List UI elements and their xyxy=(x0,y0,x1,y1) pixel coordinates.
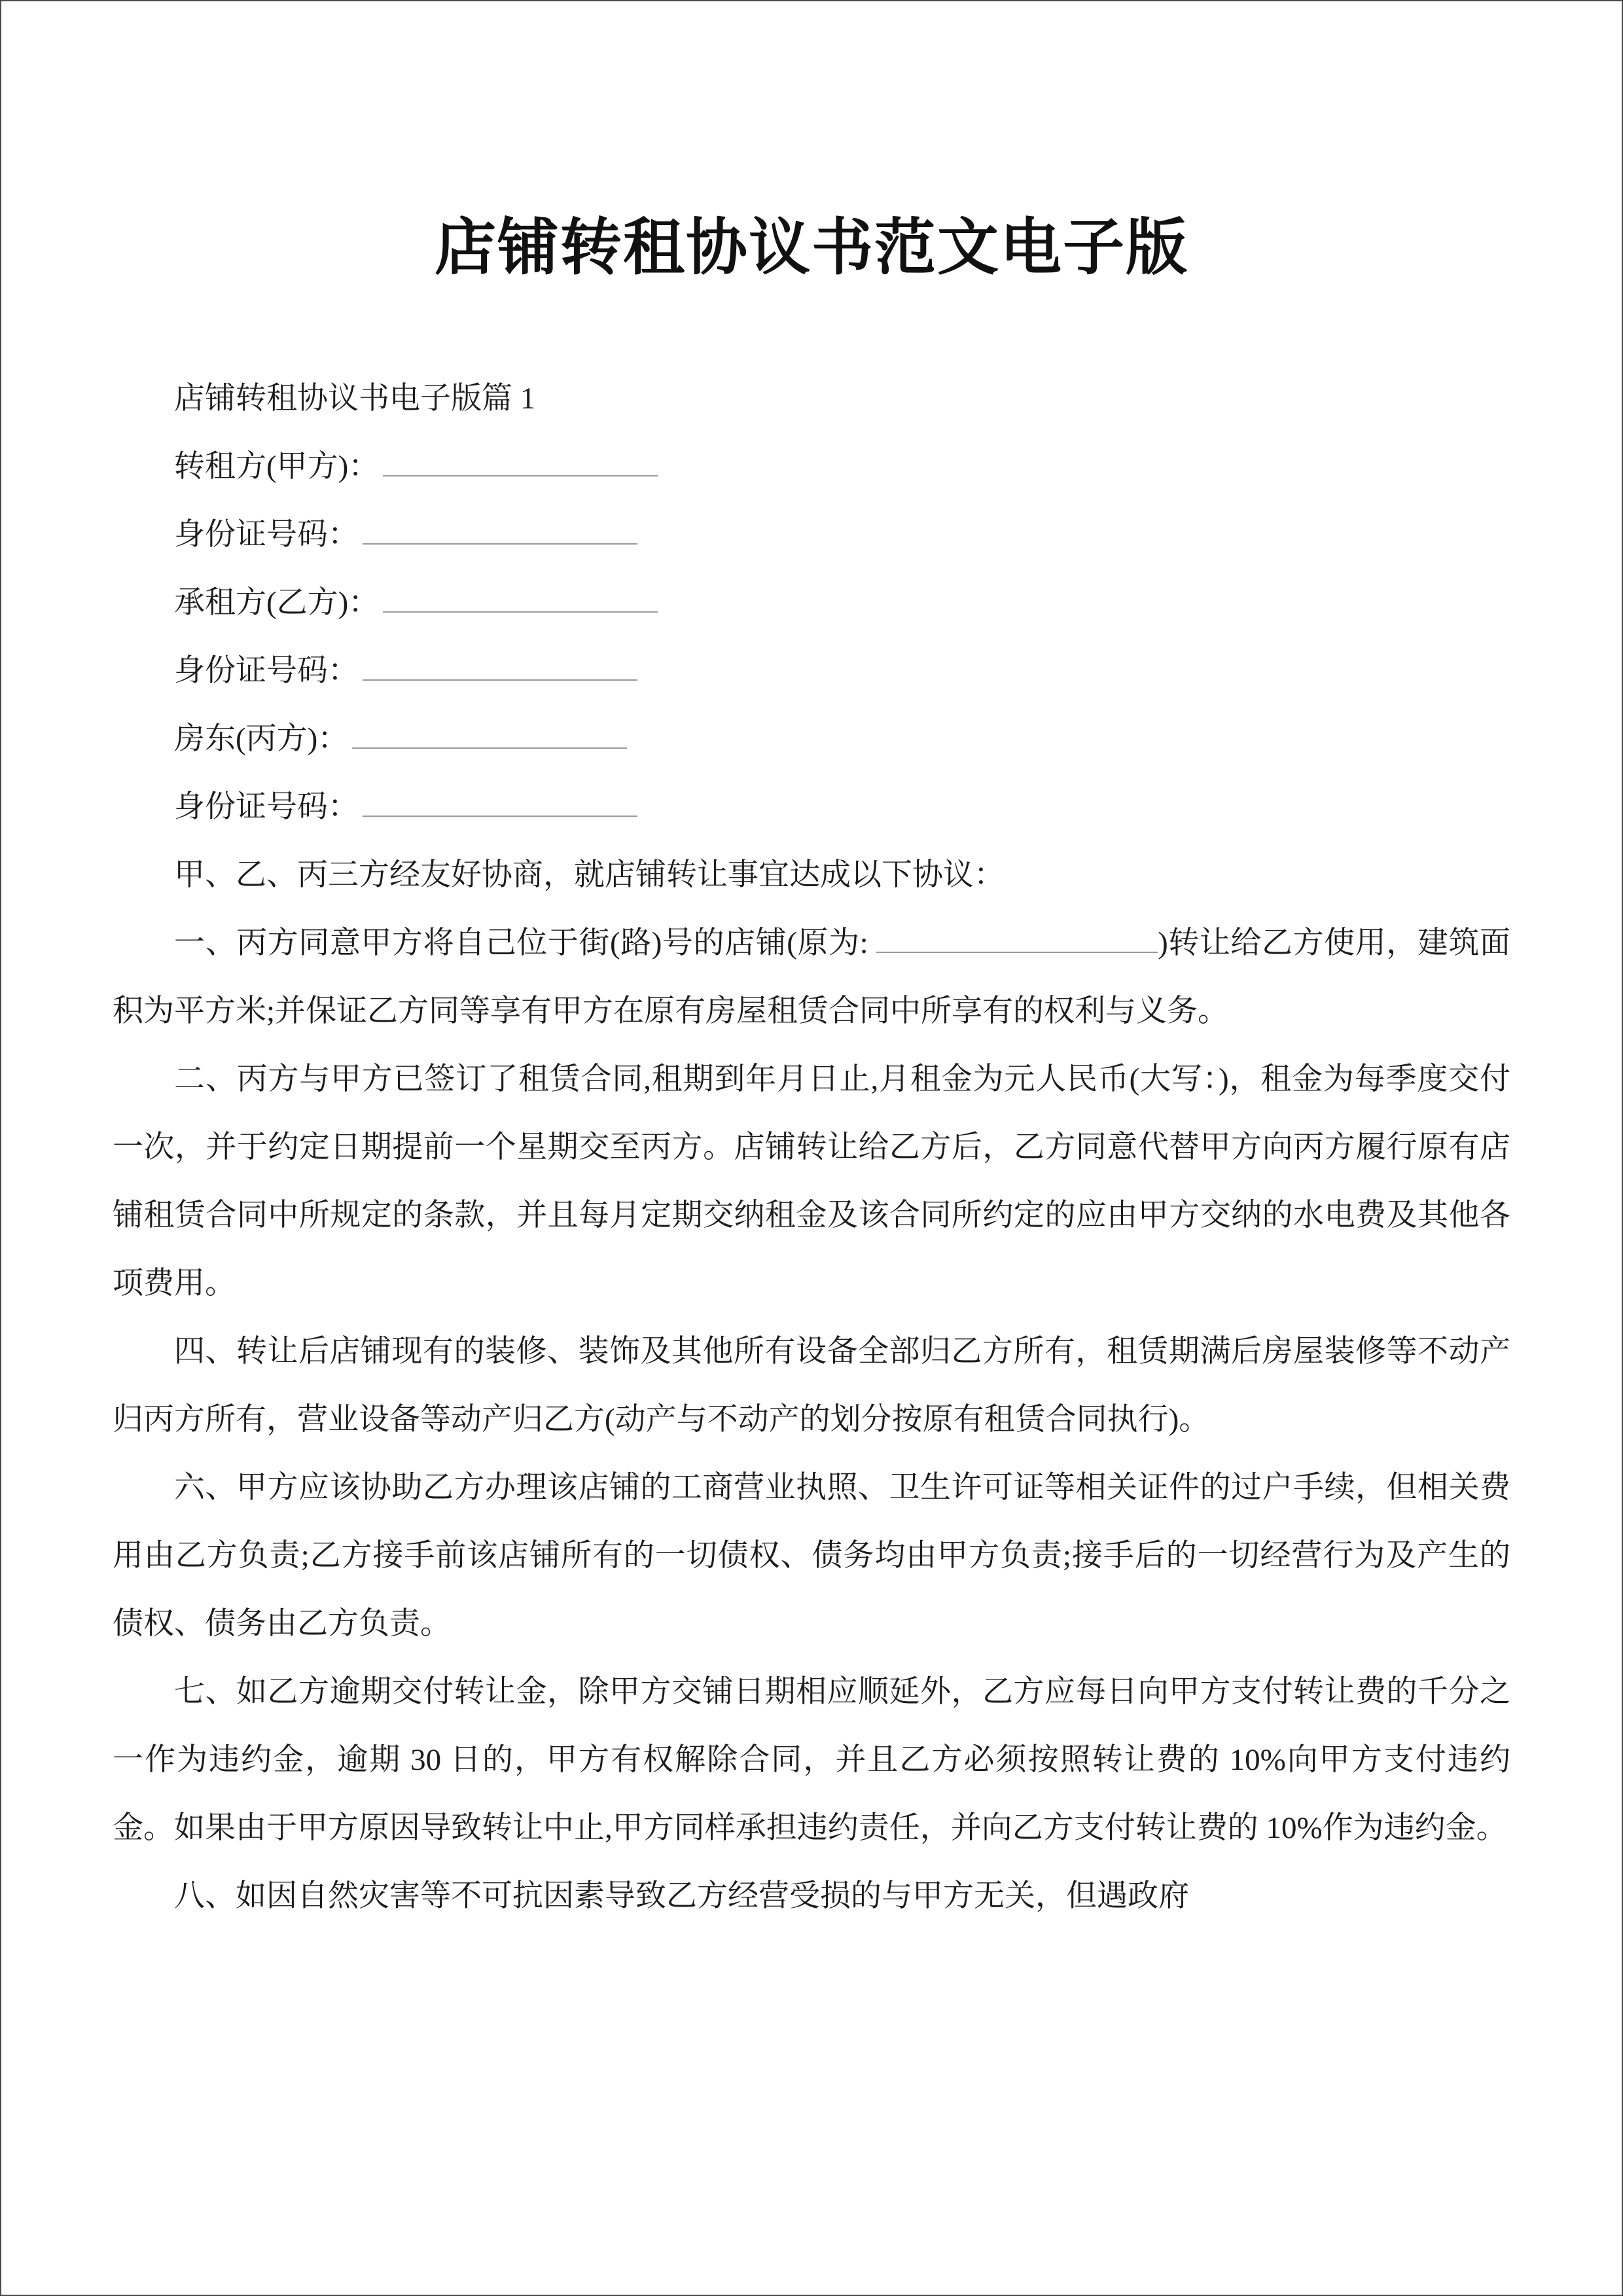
document-title: 店铺转租协议书范文电子版 xyxy=(434,214,1188,282)
paragraph-text: 二、丙方与甲方已签订了租赁合同,租期到年月日止,月租金为元人民币(大写：)，租金为每季度交付一次，并于约定日期提前一个星期交至丙方。店铺转让给乙方后，乙方同意代替甲方向丙方履行原有店铺租赁合同中所规定的条款，并且每月定期交纳租金及该合同所约定的应由甲方交纳的水电费及其他各项费用。 xyxy=(113,1062,1510,1300)
fill-in-blank-line xyxy=(352,717,627,749)
form-field-row xyxy=(113,433,1510,501)
form-fields-section xyxy=(113,433,1510,841)
form-field-row xyxy=(113,569,1510,637)
document-body xyxy=(113,365,1510,1930)
contract-paragraph xyxy=(113,1318,1510,1454)
form-field-row xyxy=(113,773,1510,841)
paragraph-text: )转让给乙方使用，建筑面积为平方米;并保证乙方同等享有甲方在原有房屋租赁合同中所享有的权利与义务。 xyxy=(113,926,1511,1028)
contract-paragraph xyxy=(113,841,1510,909)
paragraph-text: 一、丙方同意甲方将自己位于街(路)号的店铺(原为: xyxy=(174,926,877,960)
form-field-row xyxy=(113,637,1510,705)
paragraph-text: 八、如因自然灾害等不可抗因素导致乙方经营受损的与甲方无关，但遇政府 xyxy=(174,1879,1189,1913)
contract-paragraph xyxy=(113,1862,1510,1930)
form-field-label: 身份证号码： xyxy=(174,654,359,688)
contract-paragraph xyxy=(113,1454,1510,1658)
contract-paragraph xyxy=(113,1045,1510,1318)
document-subtitle: 店铺转租协议书电子版篇 1 xyxy=(174,382,536,416)
form-field-label: 承租方(乙方)： xyxy=(174,586,380,620)
fill-in-blank-line xyxy=(876,921,1158,953)
contract-paragraph xyxy=(113,1658,1510,1862)
fill-in-blank-line xyxy=(363,785,637,817)
fill-in-blank-line xyxy=(383,581,658,613)
form-field-label: 转租方(甲方)： xyxy=(174,450,380,484)
paragraph-text: 六、甲方应该协助乙方办理该店铺的工商营业执照、卫生许可证等相关证件的过户手续，但相关费用由乙方负责;乙方接手前该店铺所有的一切债权、债务均由甲方负责;接手后的一切经营行为及产生的债权、债务由乙方负责。 xyxy=(113,1471,1510,1641)
form-field-label: 身份证号码： xyxy=(174,790,359,824)
paragraph-text: 甲、乙、丙三方经友好协商，就店铺转让事宜达成以下协议： xyxy=(174,858,1005,892)
fill-in-blank-line xyxy=(363,649,637,681)
paragraphs-section xyxy=(113,841,1510,1930)
paragraph-text: 七、如乙方逾期交付转让金，除甲方交铺日期相应顺延外，乙方应每日向甲方支付转让费的千分之一作为违约金，逾期 30 日的，甲方有权解除合同，并且乙方必须按照转让费的 10%向甲方支付违约金。如果由于甲方原因导致转让中止,甲方同样承担违约责任，并向乙方支付转让费的 10%作为违约金。 xyxy=(113,1675,1510,1845)
form-field-row xyxy=(113,705,1510,773)
fill-in-blank-line xyxy=(363,512,637,545)
fill-in-blank-line xyxy=(383,444,658,476)
paragraph-text: 四、转让后店铺现有的装修、装饰及其他所有设备全部归乙方所有，租赁期满后房屋装修等不动产归丙方所有，营业设备等动产归乙方(动产与不动产的划分按原有租赁合同执行)。 xyxy=(113,1335,1510,1437)
contract-paragraph xyxy=(113,909,1510,1045)
form-field-row xyxy=(113,501,1510,569)
form-field-label: 房东(丙方)： xyxy=(174,722,349,756)
form-field-label: 身份证号码： xyxy=(174,518,359,552)
